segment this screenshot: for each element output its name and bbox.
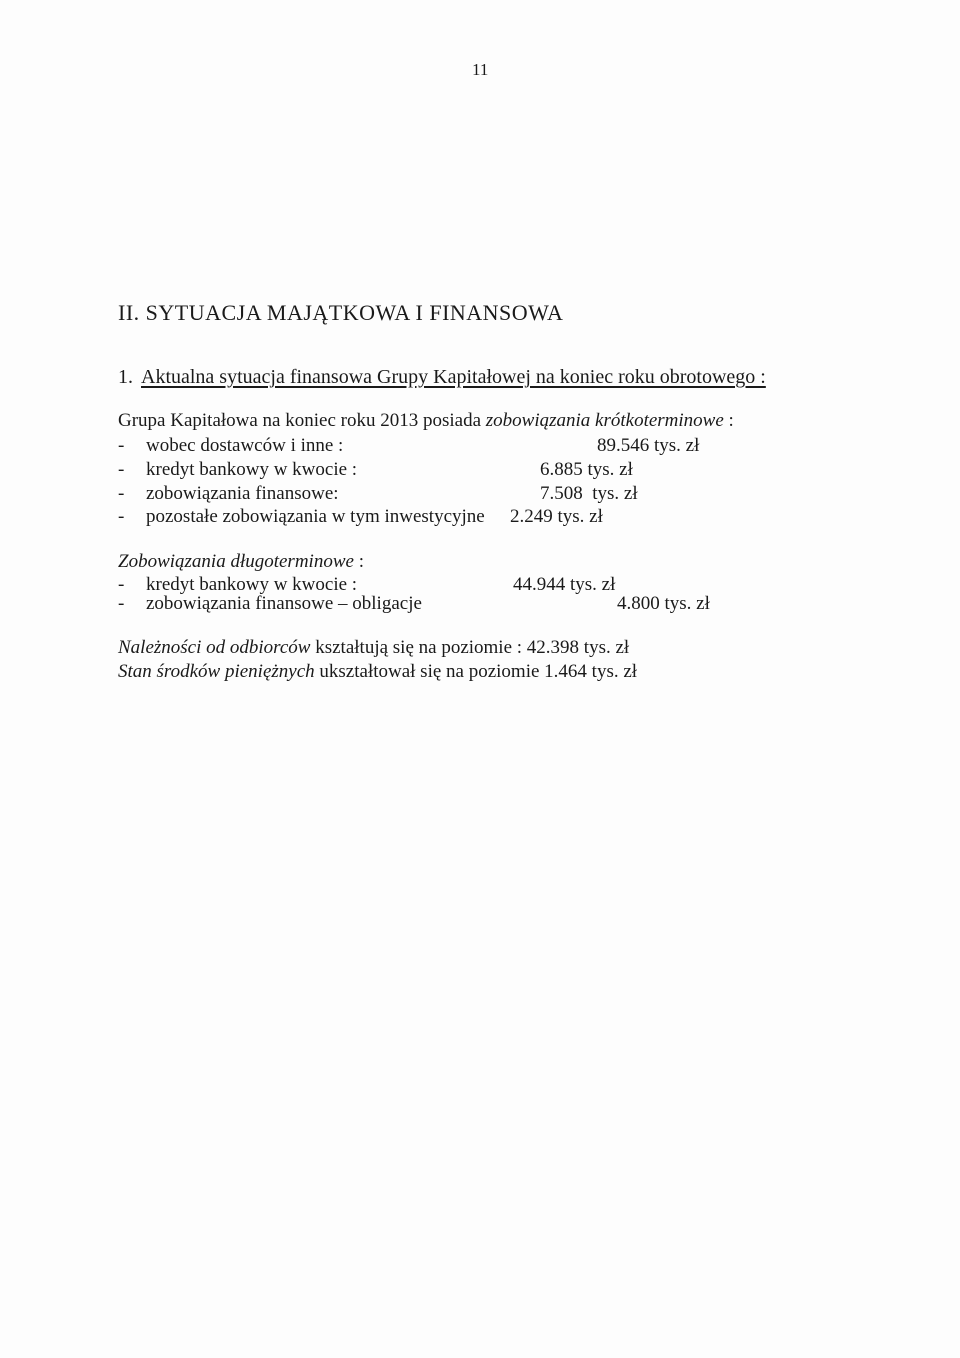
long-term-heading-suffix: : — [353, 551, 364, 572]
cash-emphasis: Stan środków pieniężnych — [118, 661, 315, 682]
list-item-label: zobowiązania finansowe – obligacje — [146, 593, 422, 614]
long-term-heading-emphasis: Zobowiązania długoterminowe — [118, 551, 354, 572]
intro-line — [118, 410, 734, 432]
list-item-amount: 6.885 tys. zł — [540, 459, 633, 480]
section-heading: II. SYTUACJA MAJĄTKOWA I FINANSOWA — [118, 300, 564, 325]
list-item — [118, 593, 422, 615]
list-item — [118, 459, 357, 481]
cash-text: ukształtował się na poziomie 1.464 tys. zł — [314, 661, 638, 682]
intro-prefix: Grupa Kapitałowa na koniec roku 2013 posiada — [118, 410, 486, 431]
list-item-label: kredyt bankowy w kwocie : — [146, 459, 358, 480]
list-item — [118, 435, 343, 457]
list-item-amount: 89.546 tys. zł — [597, 435, 700, 456]
subsection-title: Aktualna sytuacja finansowa Grupy Kapitałowej na koniec roku obrotowego : — [141, 366, 766, 388]
long-term-heading — [118, 551, 364, 573]
list-dash: - — [118, 506, 125, 527]
list-item-label: zobowiązania finansowe: — [146, 483, 339, 504]
intro-suffix: : — [723, 410, 734, 431]
list-dash: - — [118, 593, 125, 614]
list-item-label: wobec dostawców i inne : — [146, 435, 344, 456]
receivables-emphasis: Należności od odbiorców — [118, 637, 311, 658]
list-item — [118, 483, 339, 505]
list-item — [118, 506, 485, 528]
list-item-amount: 4.800 tys. zł — [617, 593, 710, 614]
intro-emphasis: zobowiązania krótkoterminowe — [485, 410, 724, 431]
list-item-label: kredyt bankowy w kwocie : — [146, 574, 358, 595]
list-dash: - — [118, 574, 125, 595]
receivables-line — [118, 637, 629, 659]
list-item-amount: 7.508 tys. zł — [540, 483, 638, 504]
list-dash: - — [118, 459, 125, 480]
page-number: 11 — [472, 60, 489, 79]
receivables-text: kształtują się na poziomie : 42.398 tys. zł — [310, 637, 630, 658]
cash-line — [118, 661, 637, 683]
list-dash: - — [118, 435, 125, 456]
list-dash: - — [118, 483, 125, 504]
subsection-heading — [118, 366, 766, 389]
list-item-label: pozostałe zobowiązania w tym inwestycyjne — [146, 506, 485, 527]
list-item-amount: 2.249 tys. zł — [510, 506, 603, 527]
list-item-amount: 44.944 tys. zł — [513, 574, 616, 595]
subsection-number: 1. — [118, 366, 133, 388]
